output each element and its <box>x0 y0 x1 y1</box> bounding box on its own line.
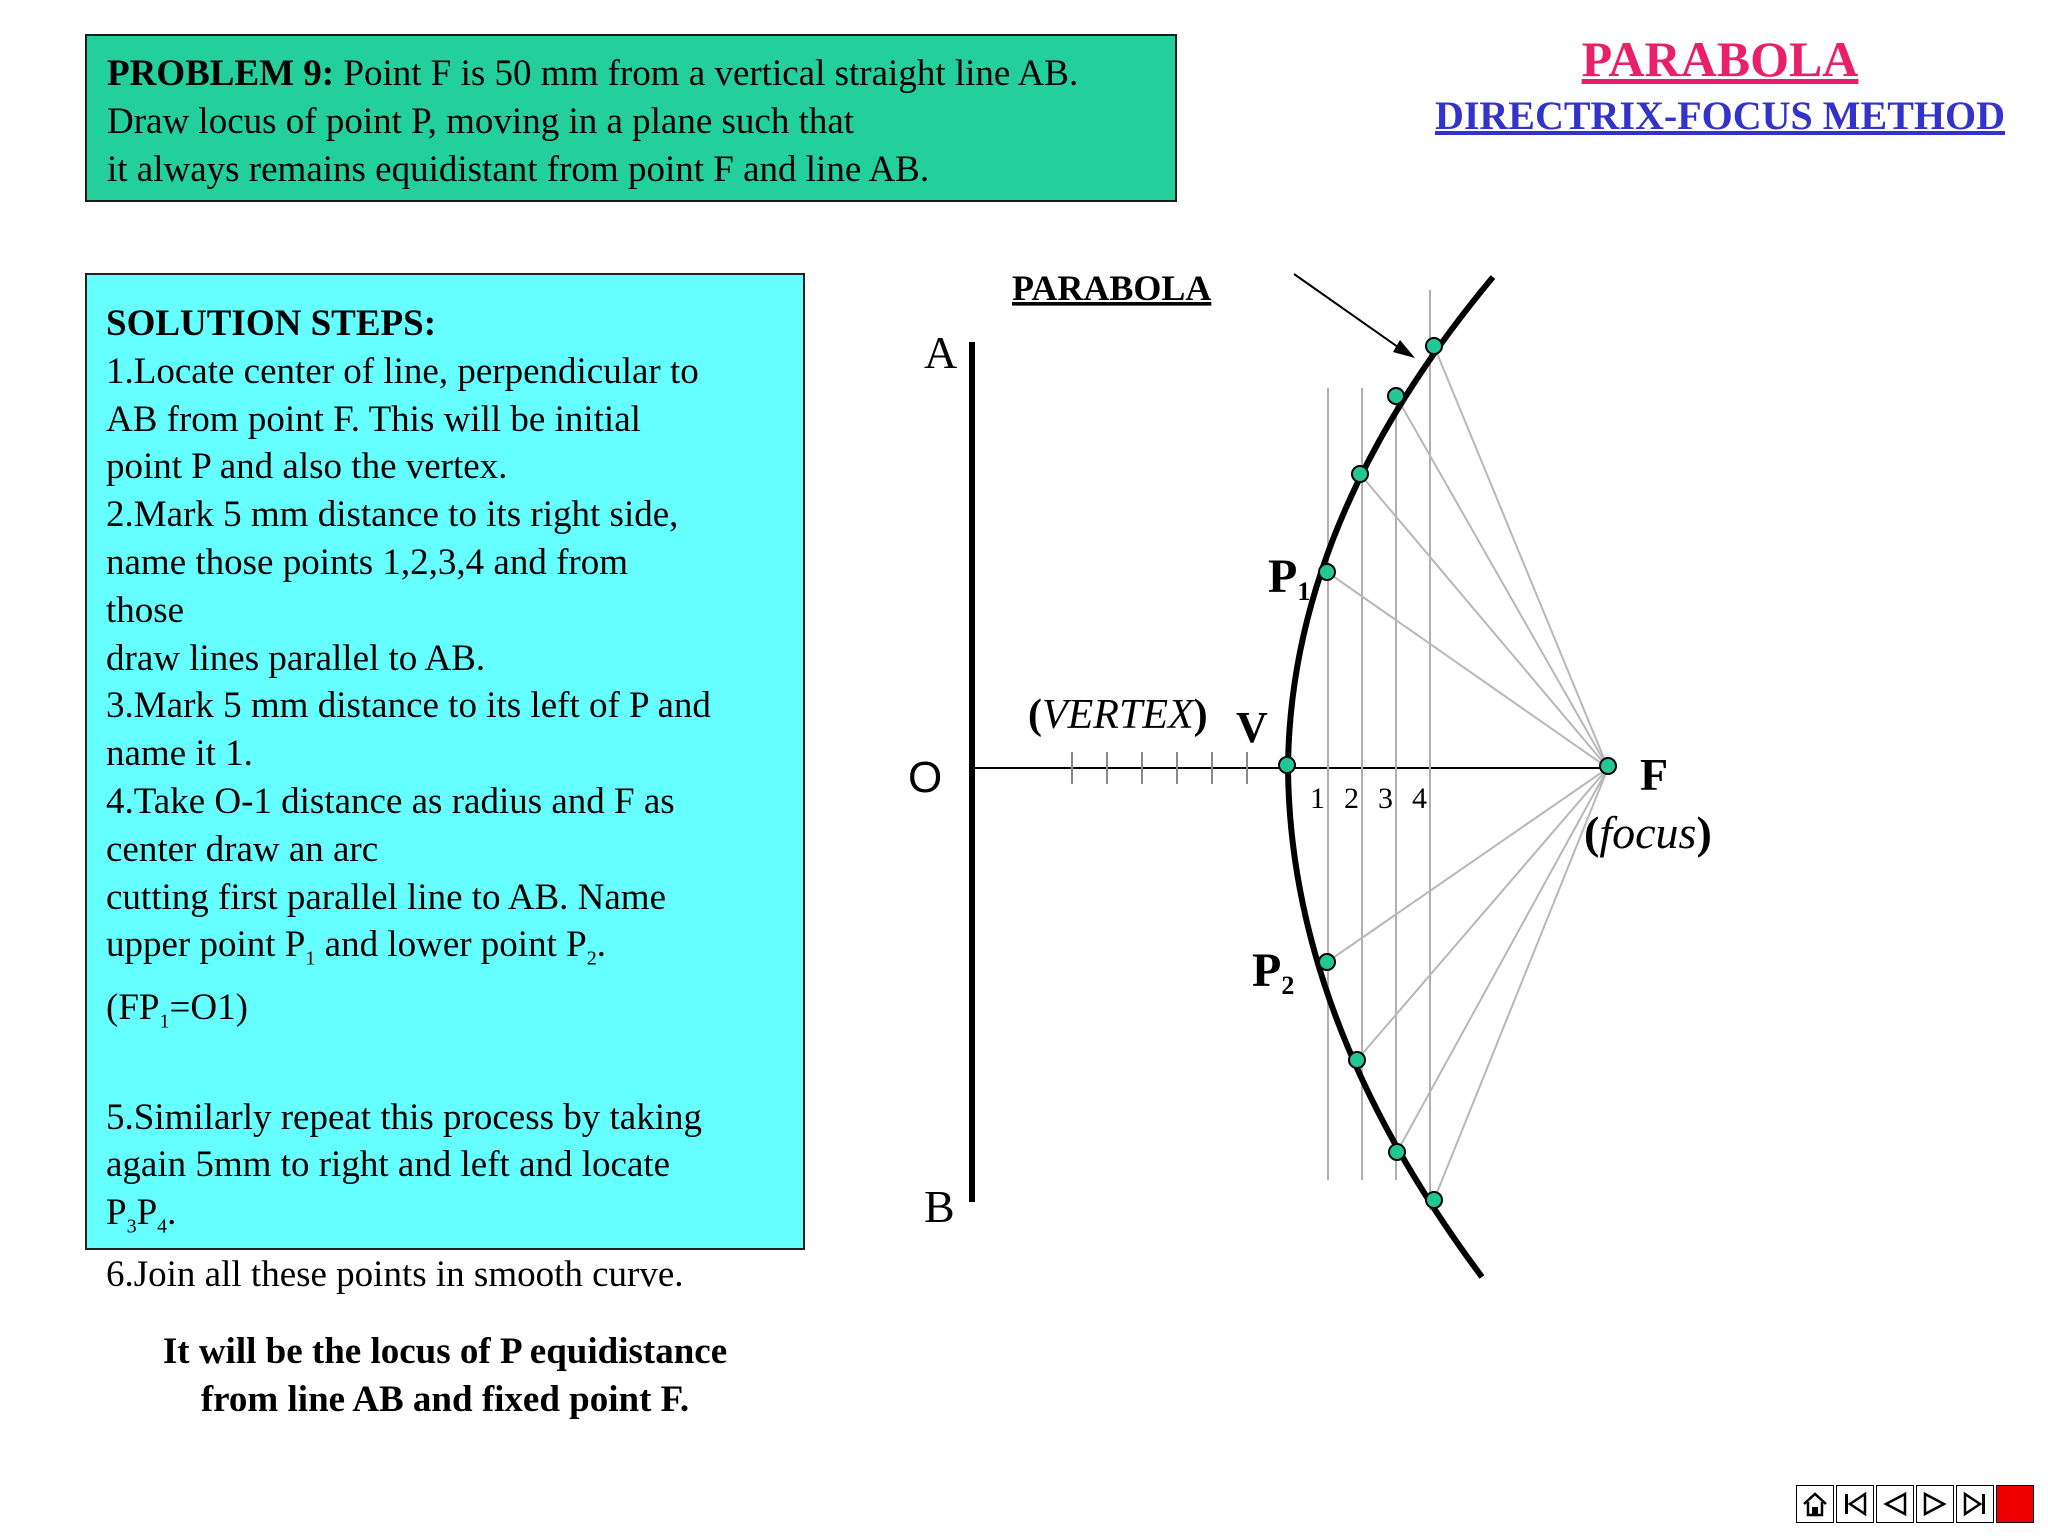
page-title: PARABOLA <box>1581 31 1859 87</box>
problem-line-1: Point F is 50 mm from a vertical straight line AB. <box>334 53 1079 94</box>
focus-point <box>1600 758 1616 774</box>
step-2: 2.Mark 5 mm distance to its right side, name those points 1,2,3,4 and from those draw lines parallel to AB. <box>106 494 679 679</box>
label-f: F <box>1640 749 1669 800</box>
next-slide-icon[interactable] <box>1916 1485 1954 1523</box>
step-6: 6.Join all these points in smooth curve. <box>106 1254 684 1296</box>
label-p2: P2 <box>1252 944 1295 1000</box>
step-5: 5.Similarly repeat this process by taking again 5mm to right and left and locate $P_3P_4$. <box>106 1096 702 1238</box>
problem-line-2: Draw locus of point P, moving in a plane such that <box>107 101 855 142</box>
svg-text:1: 1 <box>1310 782 1325 815</box>
problem-line-3: it always remains equidistant from point F and line AB. <box>107 149 930 190</box>
parabola-pointer-arrow <box>1294 274 1405 352</box>
label-vertex: (VERTEX) <box>1028 692 1208 738</box>
problem-label: PROBLEM 9: <box>107 53 335 94</box>
first-slide-icon[interactable] <box>1836 1485 1874 1523</box>
step-1: 1.Locate center of line, perpendicular to AB from point F. This will be initial point P and also the vertex. <box>106 350 699 488</box>
svg-text:4: 4 <box>1412 782 1427 815</box>
steps-header: SOLUTION STEPS: <box>106 303 437 344</box>
svg-text:2: 2 <box>1344 782 1359 815</box>
conclusion-text: It will be the locus of P equidistance from line AB and fixed point F. <box>162 1331 728 1420</box>
page-subtitle: DIRECTRIX-FOCUS METHOD <box>1434 93 2006 138</box>
step-3: 3.Mark 5 mm distance to its left of P and name it 1. <box>106 685 711 775</box>
focal-rays <box>1327 346 1608 1200</box>
label-b: B <box>924 1181 955 1232</box>
home-icon[interactable] <box>1796 1485 1834 1523</box>
label-p1: P1 <box>1268 550 1311 606</box>
end-show-icon[interactable] <box>1996 1485 2034 1523</box>
label-a: A <box>924 327 958 378</box>
label-parabola: PARABOLA <box>1012 268 1212 308</box>
label-o: O <box>908 753 943 802</box>
parabola-curve <box>1288 277 1493 1277</box>
slide-navigation <box>1796 1485 2036 1525</box>
arrow-head-icon <box>1393 340 1415 358</box>
previous-slide-icon[interactable] <box>1876 1485 1914 1523</box>
last-slide-icon[interactable] <box>1956 1485 1994 1523</box>
svg-text:3: 3 <box>1378 782 1393 815</box>
step-4: 4.Take O-1 distance as radius and F as center draw an arc cutting first parallel line to AB. Name upper point $P_1$ and lower point $P_2$. $(FP_1=O1)$ <box>106 780 675 1032</box>
label-v: V <box>1236 703 1268 752</box>
label-focus: (focus) <box>1584 807 1712 858</box>
